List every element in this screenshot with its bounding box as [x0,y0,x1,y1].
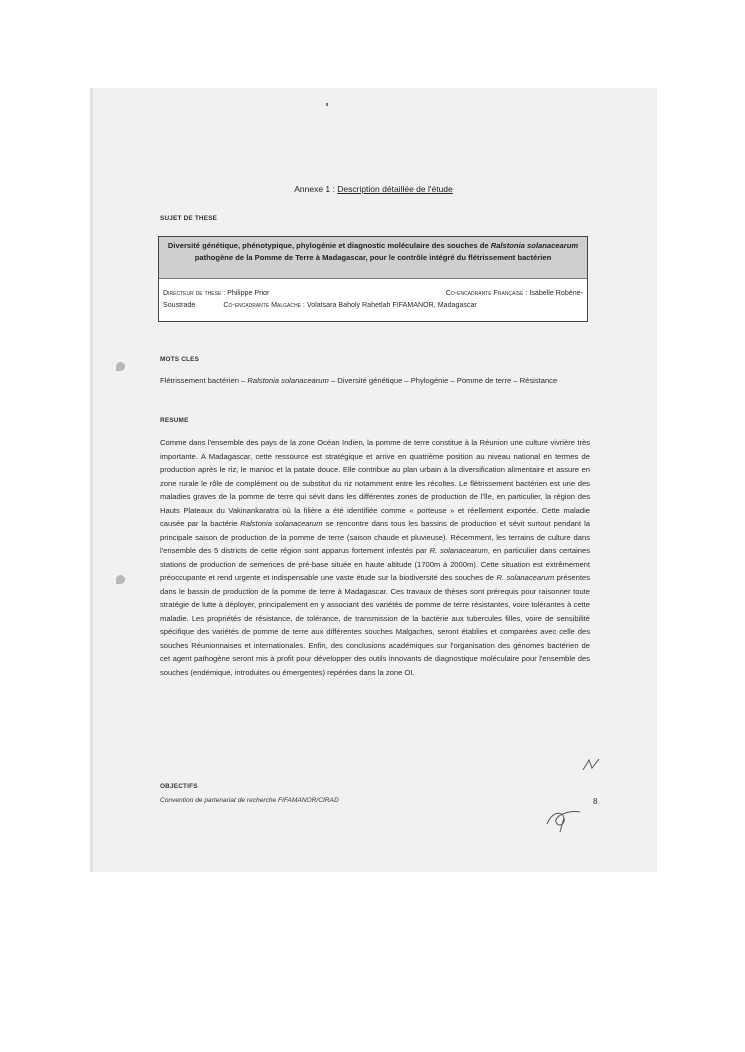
summary-text [160,436,590,679]
scan-speck [326,103,328,106]
binder-hole-icon [116,362,125,371]
director-label: Directeur de these [163,289,222,297]
coenc-fr [446,287,583,299]
keywords-label: MOTS CLES [160,356,200,363]
annex-prefix: Annexe 1 : [294,184,338,194]
scanned-page [90,88,657,872]
initials-signature-icon [580,756,602,774]
annex-title: Description détaillée de l'étude [337,184,453,194]
keywords-species: Ralstonia solanacearum [247,376,329,385]
director-name: : Philippe Prior [221,289,270,297]
thesis-box [158,236,588,322]
keywords-text-before: Flétrissement bactérien – [160,376,248,385]
thesis-title-part1: Diversité génétique, phénotypique, phylogénie et diagnostic moléculaire des souches de [167,241,491,250]
footer-note: Convention de partenariat de recherche FIFAMANOR/CIRAD [160,797,339,804]
keywords-text-after: – Diversité génétique – Phylogénie – Pomme de terre – Résistance [328,376,558,385]
annex-heading [90,184,657,194]
thesis-title-species: Ralstonia solanacearum [490,241,579,250]
summary-part1: Comme dans l'ensemble des pays de la zone Océan Indien, la pomme de terre constitue à la Réunion une culture vivrière très importante. A Madagascar, cette ressource est stratégique et arrive en quatrième position au niveau national en termes de production après le riz, le manioc et la patate douce. Elle contribue au plan urbain à la diversification alimentaire et assure en zone rurale le rôle de complément ou de substitut du riz notamment entre les récoltes. Le flétrissement bactérien est une des maladies graves de la pomme de terre qui sévit dans les différentes zones de production de l'île, en particulier, la région des Hauts Plateaux du Vakinankaratra où la filière a été identifiée comme « porteuse » et réellement exportée. Cette maladie causée par la bactérie [160,438,590,528]
coenc-mg-row [159,299,587,311]
summary-label: RESUME [160,417,189,424]
coenc-fr-label: Co-encadrante Française : [445,289,528,297]
binder-hole-icon [116,575,125,584]
keywords-text [160,374,590,388]
summary-species2: R. solanacearum [429,546,488,555]
director-row [159,287,587,299]
summary-part2: se rencontre dans tous les bassins de production et sévit surtout pendant la principale saison de production de la pomme de terre (saison chaude et pluvieuse). Récemment, les terrains de culture dans l'ensemble des 5 districts de cette région sont apparus fortement infestés par [160,519,590,555]
coenc-fr-name: Isabelle Robène- [527,289,583,297]
coenc-mg-name: : Volatsara Baholy Rahetlah FIFAMANOR, Madagascar [300,301,477,309]
signature-icon [544,804,584,834]
coenc-fr-name2: Soustrade [163,301,196,309]
scan-edge [90,88,93,872]
summary-species3: R. solanacearum [496,573,555,582]
summary-part4: présentes dans le bassin de production de la pomme de terre à Madagascar. Ces travaux de thèses sont prérequis pour raisonner toute stratégie de lutte à déployer, principalement en y associant des variétés de pomme de terre résistantes, voire tolérantes à cette maladie. Les propriétés de résistance, de tolérance, de transmission de la bactérie aux tubercules filles, voire de sensibilité spécifique des variétés de pomme de terre aux différentes souches Malgaches, seront établies et comparées avec celle des souches Réunionnaises et internationales. Enfin, des conclusions académiques sur l'organisation des génomes bactérien de cet agent pathogène seront mis à profit pour développer des outils innovants de diagnostique moléculaire pour l'ensemble des souches (endémique, introduites ou émergentes) repérées dans la zone OI. [160,573,590,677]
objectives-label: OBJECTIFS [160,783,198,790]
coenc-mg-label: Co-encadrante Malgache [223,301,301,309]
summary-species1: Ralstonia solanacearum [240,519,323,528]
thesis-title [159,237,587,279]
thesis-title-part2: pathogène de la Pomme de Terre à Madagascar, pour le contrôle intégré du flétrissement bactérien [194,253,552,262]
page-number: 8 [593,797,598,806]
summary-part3: , en particulier dans certaines stations de production de semences de pré-base située en haute altitude (1700m à 2000m). Cette situation est extrêmement préoccupante et rend urgente et indispensable une vaste étude sur la biodiversité des souches de [160,546,590,582]
subject-label: SUJET DE THESE [160,215,218,222]
